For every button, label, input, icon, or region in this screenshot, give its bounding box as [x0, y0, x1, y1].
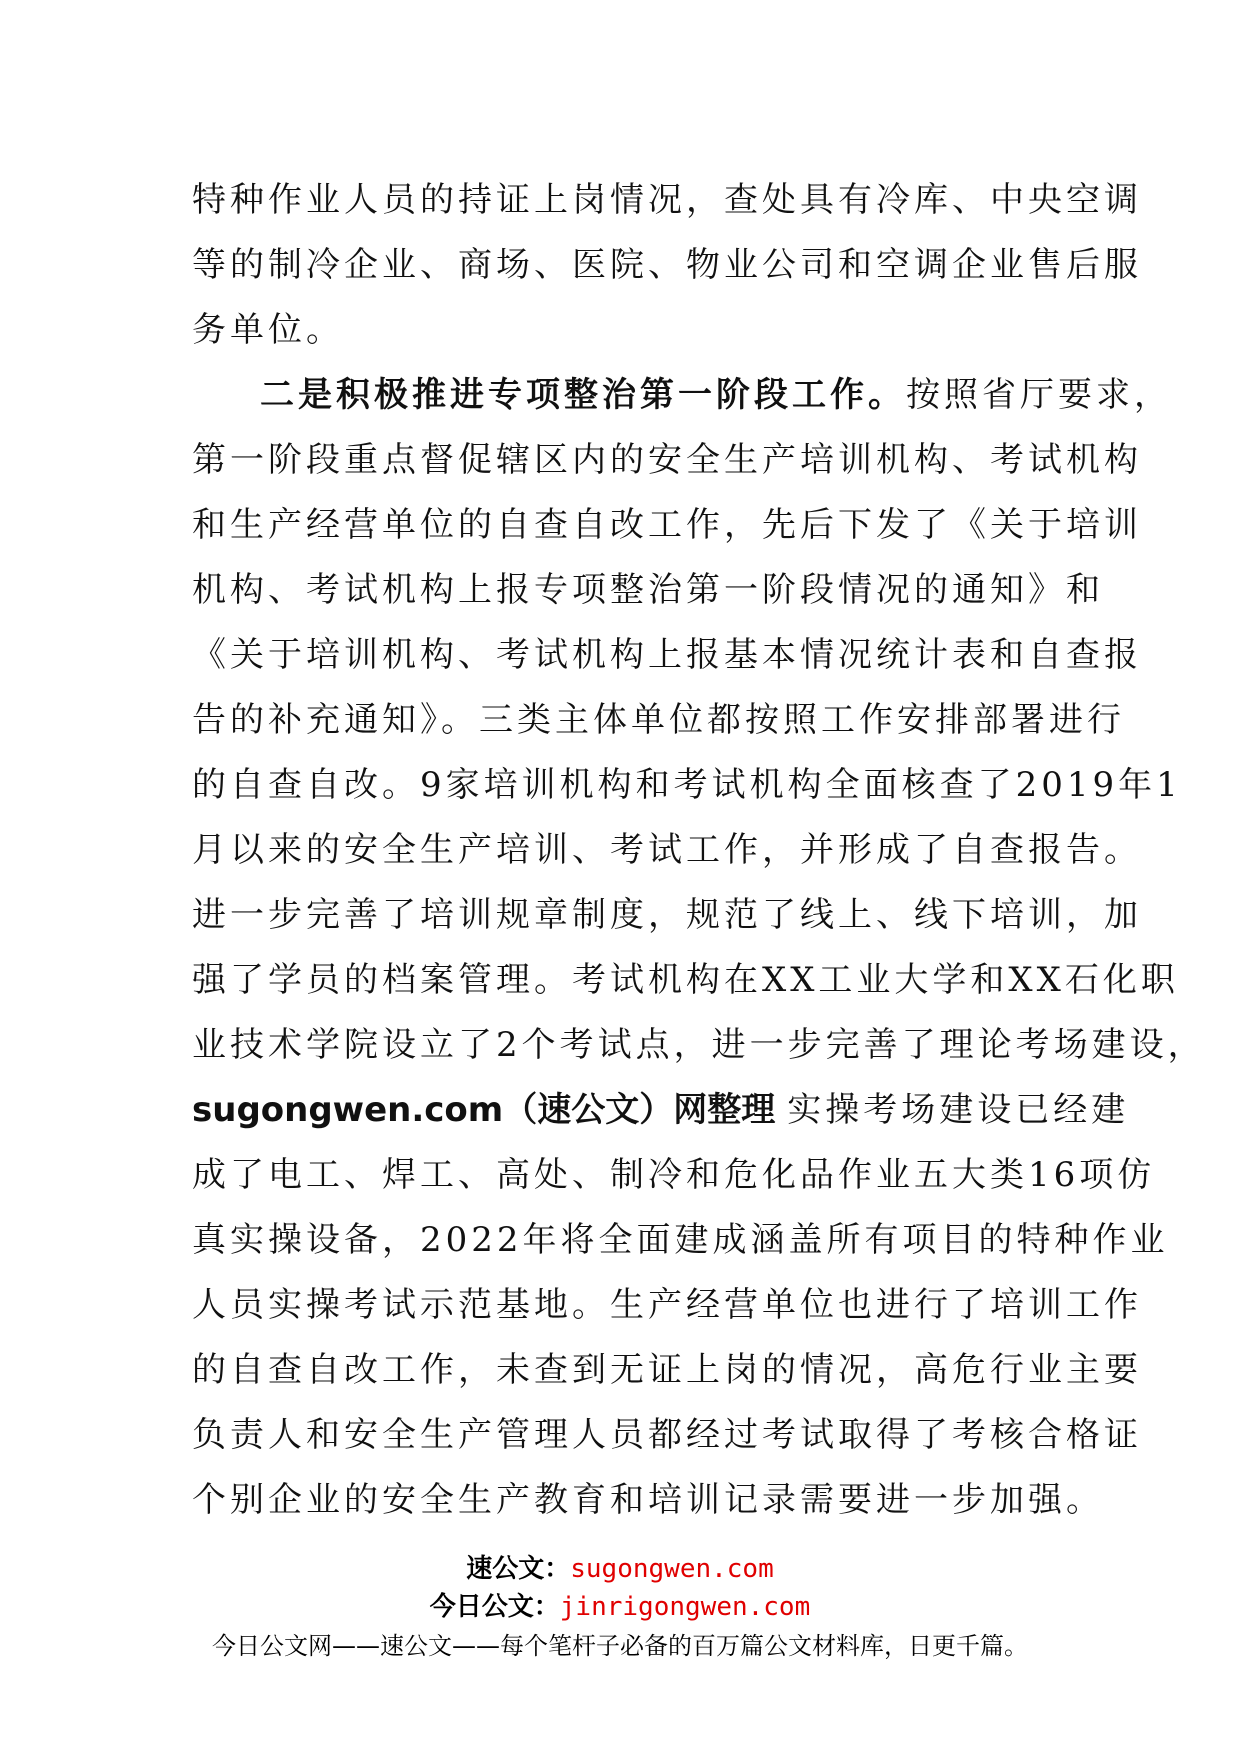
- text-line: 务单位。: [192, 310, 344, 350]
- text-line: 进一步完善了培训规章制度，规范了线上、线下培训，加: [192, 895, 1142, 935]
- text-line: 负责人和安全生产管理人员都经过考试取得了考核合格证: [192, 1415, 1142, 1455]
- footer-jinrigongwen: [0, 1586, 1240, 1623]
- text-line: 强了学员的档案管理。考试机构在XX工业大学和XX石化职: [192, 960, 1179, 1000]
- text-line: 《关于培训机构、考试机构上报基本情况统计表和自查报: [192, 635, 1142, 675]
- footer-label: 今日公文：: [429, 1592, 560, 1622]
- footer-link-jinrigongwen[interactable]: jinrigongwen.com: [559, 1592, 811, 1622]
- footer-link-sugongwen[interactable]: sugongwen.com: [570, 1554, 774, 1584]
- text-line: 和生产经营单位的自查自改工作，先后下发了《关于培训: [192, 505, 1142, 545]
- text-line: 真实操设备，2022年将全面建成涵盖所有项目的特种作业: [192, 1220, 1169, 1260]
- text-fragment: 实操考场建设已经建: [787, 1090, 1130, 1130]
- text-line: 人员实操考试示范基地。生产经营单位也进行了培训工作: [192, 1285, 1142, 1325]
- text-line: 月以来的安全生产培训、考试工作，并形成了自查报告。: [192, 830, 1142, 870]
- text-line: 等的制冷企业、商场、医院、物业公司和空调企业售后服: [192, 245, 1142, 285]
- document-body: [192, 168, 1206, 1533]
- text-line: 机构、考试机构上报专项整治第一阶段情况的通知》和: [192, 570, 1104, 610]
- text-line: 成了电工、焊工、高处、制冷和危化品作业五大类16项仿: [192, 1155, 1156, 1195]
- text-line: 特种作业人员的持证上岗情况，查处具有冷库、中央空调: [192, 180, 1142, 220]
- footer-label: 速公文：: [466, 1554, 571, 1584]
- text-line: 的自查自改工作，未查到无证上岗的情况，高危行业主要: [192, 1350, 1142, 1390]
- text-line: 业技术学院设立了2个考试点，进一步完善了理论考场建设，: [192, 1025, 1206, 1065]
- footer-slogan: 今日公文网——速公文——每个笔杆子必备的百万篇公文材料库，日更千篇。: [212, 1632, 1028, 1660]
- paragraph-heading-line: [192, 363, 1172, 428]
- text-line: 告的补充通知》。三类主体单位都按照工作安排部署进行: [192, 700, 1125, 740]
- text-line: 第一阶段重点督促辖区内的安全生产培训机构、考试机构: [192, 440, 1142, 480]
- text-line: 的自查自改。9家培训机构和考试机构全面核查了2019年1: [192, 765, 1182, 805]
- text-line: 个别企业的安全生产教育和培训记录需要进一步加强。: [192, 1480, 1104, 1520]
- paragraph-heading: 二是积极推进专项整治第一阶段工作。: [260, 375, 906, 415]
- footer-sugongwen: [0, 1548, 1240, 1585]
- watermark-line: [192, 1078, 1130, 1143]
- inline-watermark: sugongwen.com（速公文）网整理: [192, 1090, 776, 1130]
- paragraph-heading-rest: 按照省厅要求，: [906, 375, 1172, 415]
